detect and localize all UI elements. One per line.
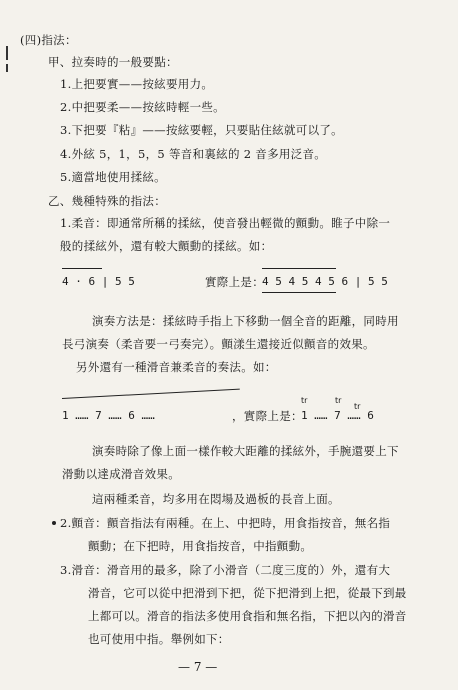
binding-mark <box>6 46 8 60</box>
part-a-item: 3.下把要『粘』——按絃要輕，只要貼住絃就可以了。 <box>60 123 343 137</box>
binding-mark <box>6 64 8 72</box>
part-b-title: 乙、幾種特殊的指法： <box>48 194 166 208</box>
trill-mark: tr <box>335 396 342 405</box>
after-line: 滑動以達成滑音效果。 <box>62 467 180 481</box>
notation-example-2-left: 1 …… 7 …… 6 …… <box>62 409 155 422</box>
part-a-title: 甲、拉奏時的一般要點： <box>48 55 178 69</box>
part-a-item: 4.外絃 5，1，5，5 等音和裏絃的 2 音多用泛音。 <box>60 147 327 161</box>
notation-example-1-right: 4 5 4 5 4 5 6 | 5 5 <box>262 275 388 288</box>
part-b-item2-line: 顫動；在下把時，用食指按音，中指顫動。 <box>88 539 313 553</box>
slur-mark <box>62 268 102 269</box>
slide-line <box>62 389 240 399</box>
part-b-item3-line: 3.滑音：滑音用的最多，除了小滑音（二度三度的）外，還有大 <box>60 563 391 577</box>
part-a-item: 2.中把要柔——按絃時輕一些。 <box>60 100 225 114</box>
after-line: 這兩種柔音，均多用在悶場及過板的長音上面。 <box>92 492 340 506</box>
trill-mark: tr <box>301 396 308 405</box>
trill-mark: tr <box>354 402 361 411</box>
method-line: 另外還有一種滑音兼柔音的奏法。如： <box>76 360 277 374</box>
part-b-item1-line: 1.柔音：即通常所稱的揉絃，使音發出輕微的顫動。睢子中除一 <box>60 216 391 230</box>
part-b-item3-line: 也可使用中指。舉例如下： <box>88 632 230 646</box>
notation-example-1-label: 實際上是： <box>205 275 264 289</box>
section-title: (四)指法： <box>20 33 77 47</box>
part-b-item1-line: 般的揉絃外，還有較大顫動的揉絃。如： <box>60 239 273 253</box>
page-number: — 7 — <box>178 660 218 674</box>
slur-mark <box>262 268 336 269</box>
notation-example-2-label: ，實際上是： <box>232 409 303 423</box>
notation-example-1-left: 4 · 6 | 5 5 <box>62 275 135 288</box>
underline-mark <box>262 292 336 293</box>
bullet-mark <box>52 521 56 525</box>
method-line: 長弓演奏（柔音要一弓奏完）。顫漾生還接近似顫音的效果。 <box>62 337 375 351</box>
notation-example-2-right: 1 …… 7 …… 6 <box>301 409 374 422</box>
part-b-item2-line: 2.顫音：顫音指法有兩種。在上、中把時，用食指按音，無名指 <box>60 516 391 530</box>
part-a-item: 5.適當地使用揉絃。 <box>60 170 166 184</box>
part-b-item3-line: 上都可以。滑音的指法多使用食指和無名指，下把以內的滑音 <box>88 609 407 623</box>
method-line: 演奏方法是：揉絃時手指上下移動一個全音的距離，同時用 <box>92 314 399 328</box>
part-b-item3-line: 滑音，它可以從中把滑到下把，從下把滑到上把，從最下到最 <box>88 586 407 600</box>
after-line: 演奏時除了像上面一樣作較大距離的揉絃外，手腕還要上下 <box>92 444 399 458</box>
part-a-item: 1.上把要實——按絃要用力。 <box>60 77 214 91</box>
